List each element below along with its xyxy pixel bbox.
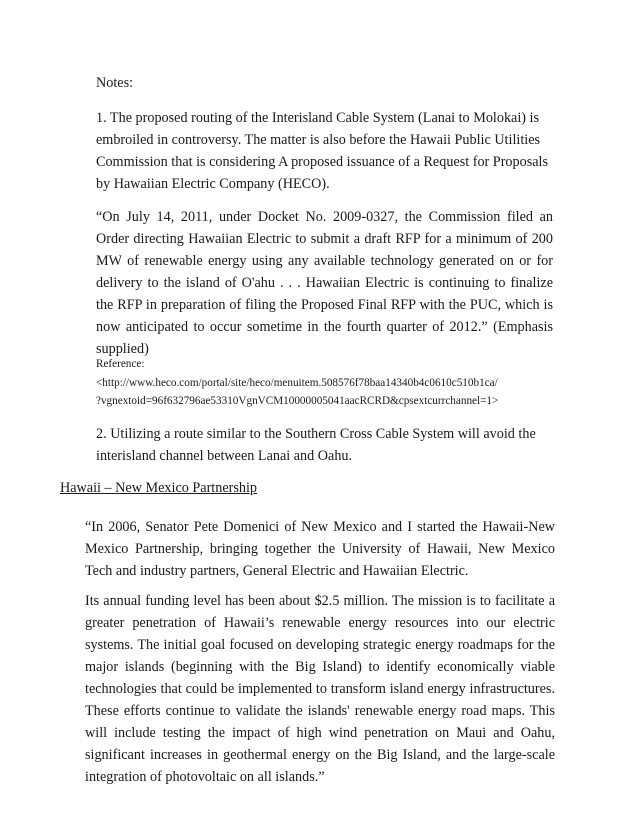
reference-url-line-1[interactable]: <http://www.heco.com/portal/site/heco/menuitem.508576f78baa14340b4c0610c510b1ca/	[96, 377, 498, 389]
section-heading: Hawaii – New Mexico Partnership	[60, 480, 257, 496]
partnership-paragraph-1: “In 2006, Senator Pete Domenici of New Mexico and I started the Hawaii-New Mexico Partnership, bringing together the University of Hawaii, New Mexico Tech and industry partners, General Electric and Hawaiian Electric.	[85, 519, 555, 579]
notes-heading: Notes:	[96, 75, 134, 91]
reference-url-line-2[interactable]: ?vgnextoid=96f632796ae53310VgnVCM10000005041aacRCRD&cpsextcurrchannel=1>	[96, 395, 499, 407]
note-item-1: 1. The proposed routing of the Interisland Cable System (Lanai to Molokai) is embroiled in controversy. The matter is also before the Hawaii Public Utilities Commission that is considering A proposed issuance of a Request for Proposals by Hawaiian Electric Company (HECO).	[96, 110, 548, 192]
quoted-commission-order: “On July 14, 2011, under Docket No. 2009-0327, the Commission filed an Order directing Hawaiian Electric to submit a draft RFP for a minimum of 200 MW of renewable energy using any available technology generated on or for delivery to the island of O'ahu . . . Hawaiian Electric is continuing to finalize the RFP in preparation of filing the Proposed Final RFP with the PUC, which is now anticipated to occur sometime in the fourth quarter of 2012.” (Emphasis supplied)	[96, 209, 553, 357]
note-item-2: 2. Utilizing a route similar to the Southern Cross Cable System will avoid the interisland channel between Lanai and Oahu.	[96, 426, 536, 464]
partnership-paragraph-2: Its annual funding level has been about $2.5 million. The mission is to facilitate a greater penetration of Hawaii’s renewable energy resources into our electric systems. The initial goal focused on developing strategic energy roadmaps for the major islands (beginning with the Big Island) to identify economically viable technologies that could be implemented to transform island energy infrastructures. These efforts continue to validate the islands' renewable energy road maps. This will include testing the impact of high wind penetration on Maui and Oahu, significant increases in geothermal energy on the Big Island, and the large-scale integration of photovoltaic on all islands.”	[85, 593, 555, 785]
reference-label: Reference:	[96, 358, 145, 370]
